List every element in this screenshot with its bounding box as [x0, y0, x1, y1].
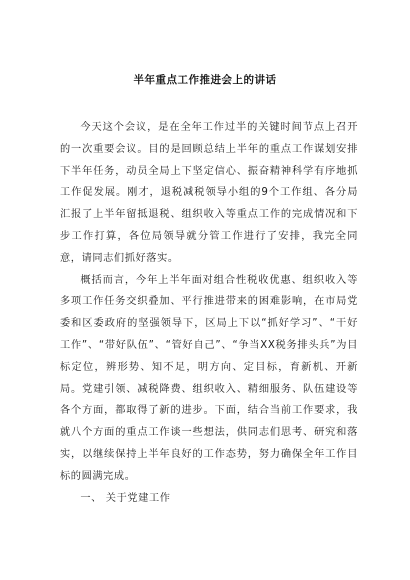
document-title: 半年重点工作推进会上的讲话: [133, 74, 277, 86]
document-body: [60, 117, 358, 509]
paragraph-2: 概括而言，今年上半年面对组合性税收优惠、组织收入等多项工作任务交织叠加、平行推进带来的困难影响，在市局党委和区委政府的坚强领导下，区局上下以“抓好学习”、“干好工作”、“带好队伍”、“管好自己”、“争当XX税务排头兵”为目标定位，辨形势、知不足，明方向、定目标，育新机、开新局。党建引领、减税降费、组织收入、精细服务、队伍建设等各个方面，都取得了新的进步。下面，结合当前工作要求，我就八个方面的重点工作谈一些想法，供同志们思考、研究和落实，以继续保持上半年良好的工作态势，努力确保全年工作目标的圆满完成。: [60, 274, 358, 482]
section-heading: 一、 关于党建工作: [80, 492, 171, 504]
paragraph-1: 今天这个会议，是在全年工作过半的关键时间节点上召开的一次重要会议。目的是回顾总结上半年的重点工作谋划安排下半年任务，动员全局上下坚定信心、振奋精神科学有序地抓工作促发展。刚才，退税减税领导小组的9个工作组、各分局汇报了上半年留抵退税、组织收入等重点工作的完成情况和下步工作打算，各位局领导就分管工作进行了安排，我完全同意，请同志们抓好落实。: [60, 122, 358, 264]
